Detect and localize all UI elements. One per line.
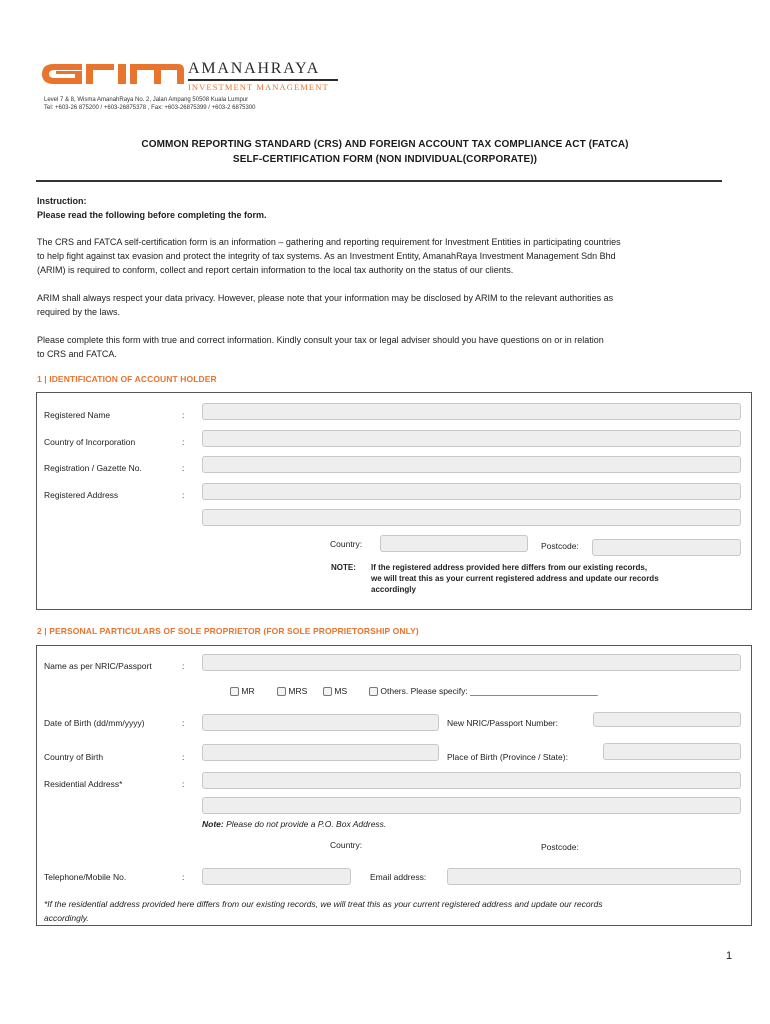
telephone-label: Telephone/Mobile No.	[44, 872, 127, 882]
title-divider	[36, 180, 722, 182]
po-box-note-text: Please do not provide a P.O. Box Address.	[226, 819, 387, 829]
page-number: 1	[726, 950, 733, 962]
country-label: Country:	[330, 539, 363, 549]
residential-address-line2-field[interactable]	[202, 797, 741, 814]
salutation-others[interactable]	[369, 686, 598, 696]
note-label: NOTE:	[331, 563, 356, 572]
place-birth-field[interactable]	[603, 743, 741, 760]
company-logo	[42, 60, 342, 94]
registered-address-line1-field[interactable]	[202, 483, 741, 500]
place-birth-label: Place of Birth (Province / State):	[447, 752, 568, 762]
postcode-label: Postcode:	[541, 541, 579, 551]
registration-no-label: Registration / Gazette No.	[44, 463, 142, 473]
new-nric-field[interactable]	[593, 712, 741, 727]
section1-title: 1 | IDENTIFICATION OF ACCOUNT HOLDER	[37, 374, 217, 384]
name-nric-label: Name as per NRIC/Passport	[44, 661, 152, 671]
email-label: Email address:	[370, 872, 427, 882]
country-incorporation-label: Country of Incorporation	[44, 437, 136, 447]
form-title-line2: SELF-CERTIFICATION FORM (NON INDIVIDUAL(CORPORATE))	[232, 154, 538, 165]
checkbox-mrs[interactable]	[277, 687, 286, 696]
salutation-ms-label: MS	[334, 686, 348, 696]
colon: :	[182, 872, 185, 882]
brand-block	[188, 60, 338, 92]
colon: :	[182, 410, 185, 420]
instruction-para2-line2: required by the laws.	[37, 307, 121, 317]
instruction-para1-line2: to help fight against tax evasion and protect the integrity of tax systems. As an Investment Entity, AmanahRaya Investment Management Sdn Bhd	[37, 251, 616, 261]
colon: :	[182, 779, 185, 789]
email-field[interactable]	[447, 868, 741, 885]
colon: :	[182, 661, 185, 671]
residential-address-line1-field[interactable]	[202, 772, 741, 789]
brand-divider	[188, 79, 338, 81]
registered-name-field[interactable]	[202, 403, 741, 420]
registered-address-line2-field[interactable]	[202, 509, 741, 526]
registration-no-field[interactable]	[202, 456, 741, 473]
postcode-field[interactable]	[592, 539, 741, 556]
brand-name: AMANAHRAYA	[188, 60, 321, 77]
salutation-ms[interactable]	[323, 686, 347, 696]
salutation-mrs-label: MRS	[288, 686, 308, 696]
po-box-note	[202, 817, 386, 831]
checkbox-mr[interactable]	[230, 687, 239, 696]
registered-address-label: Registered Address	[44, 490, 119, 500]
instruction-para2-line1: ARIM shall always respect your data privacy. However, please note that your information may be disclosed by ARIM to the relevant authorities as	[37, 293, 614, 303]
note-text-line2: we will treat this as your current registered address and update our records	[371, 574, 659, 583]
brand-subtitle: INVESTMENT MANAGEMENT	[188, 82, 329, 92]
colon: :	[182, 463, 185, 473]
footnote-line1: *If the residential address provided here differs from our existing records, we will treat this as your current registered address and update our records	[44, 899, 603, 909]
res-country-label: Country:	[330, 840, 363, 850]
colon: :	[182, 437, 185, 447]
name-nric-field[interactable]	[202, 654, 741, 671]
new-nric-label: New NRIC/Passport Number:	[447, 718, 559, 728]
colon: :	[182, 490, 185, 500]
instruction-subheading: Please read the following before completing the form.	[37, 210, 267, 220]
telephone-field[interactable]	[202, 868, 351, 885]
salutation-mr[interactable]	[230, 686, 255, 696]
country-field[interactable]	[380, 535, 528, 552]
dob-field[interactable]	[202, 714, 439, 731]
dob-label: Date of Birth (dd/mm/yyyy)	[44, 718, 145, 728]
salutation-mrs[interactable]	[277, 686, 307, 696]
section2-title: 2 | PERSONAL PARTICULARS OF SOLE PROPRIETOR (FOR SOLE PROPRIETORSHIP ONLY)	[37, 626, 419, 636]
country-birth-label: Country of Birth	[44, 752, 104, 762]
residential-address-label: Residential Address*	[44, 779, 123, 789]
instruction-para3-line2: to CRS and FATCA.	[37, 349, 117, 359]
checkbox-ms[interactable]	[323, 687, 332, 696]
arim-logo-mark	[42, 60, 184, 88]
colon: :	[182, 752, 185, 762]
country-incorporation-field[interactable]	[202, 430, 741, 447]
po-box-note-label: Note:	[202, 819, 224, 829]
country-birth-field[interactable]	[202, 744, 439, 761]
instruction-heading: Instruction:	[37, 196, 87, 206]
salutation-mr-label: MR	[241, 686, 255, 696]
salutation-others-label: Others. Please specify: ___________________________	[380, 686, 598, 696]
company-contact: Tel: +603-26 875200 / +603-26875378 , Fax: +603-26875399 / +603-2 6875300	[44, 105, 256, 111]
instruction-para3-line1: Please complete this form with true and correct information. Kindly consult your tax or legal adviser should you have questions on or in relation	[37, 335, 604, 345]
checkbox-others[interactable]	[369, 687, 378, 696]
note-text-line1: If the registered address provided here differs from our existing records,	[371, 563, 648, 572]
note-text-line3: accordingly	[371, 585, 416, 594]
colon: :	[182, 718, 185, 728]
form-title-line1: COMMON REPORTING STANDARD (CRS) AND FOREIGN ACCOUNT TAX COMPLIANCE ACT (FATCA)	[141, 139, 629, 150]
footnote-line2: accordingly.	[44, 913, 89, 923]
res-postcode-label: Postcode:	[541, 842, 579, 852]
company-address: Level 7 & 8, Wisma AmanahRaya No. 2, Jalan Ampang 50508 Kuala Lumpur	[44, 97, 249, 103]
instruction-para1-line3: (ARIM) is required to conform, collect and report certain information to the local tax authority on the status of our clients.	[37, 265, 514, 275]
registered-name-label: Registered Name	[44, 410, 111, 420]
instruction-para1-line1: The CRS and FATCA self-certification form is an information – gathering and reporting requirement for Investment Entities in participating countries	[37, 237, 621, 247]
